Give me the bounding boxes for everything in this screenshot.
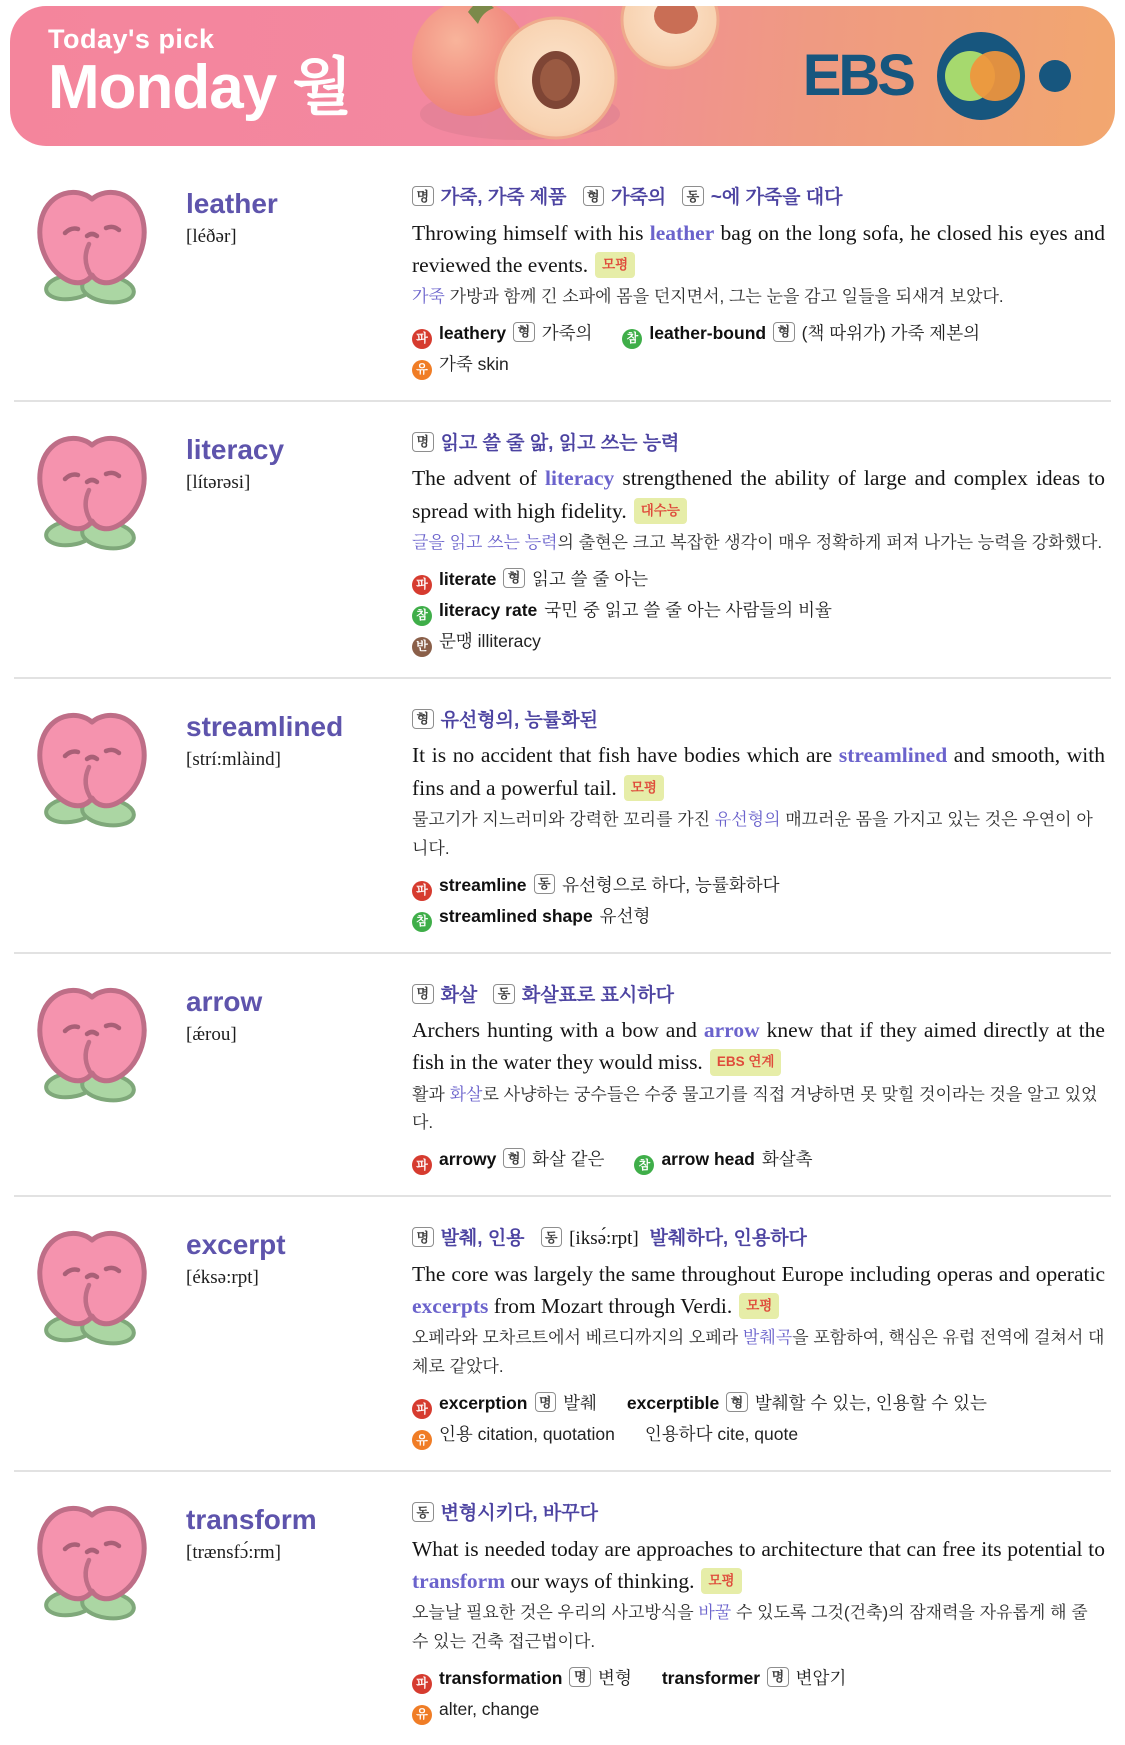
pos-tag: 동 (493, 984, 515, 1004)
entry-content (412, 1498, 1105, 1725)
related-meaning: 가죽 skin (439, 353, 509, 374)
definition-text: 가죽, 가죽 제품 (440, 187, 567, 208)
pos-tag: 동 (682, 186, 704, 206)
category-badge-파: 파 (412, 575, 432, 595)
highlighted-korean: 바꿀 (698, 1603, 732, 1623)
related-meaning: 변형 (598, 1667, 632, 1688)
example-text: Archers hunting with a bow and (412, 1018, 704, 1043)
korean-translation (412, 806, 1105, 864)
pos-tag: 명 (412, 984, 434, 1004)
pos-tag: 명 (535, 1392, 557, 1412)
entry-content (412, 980, 1105, 1176)
related-meaning: 발췌할 수 있는, 인용할 수 있는 (754, 1393, 987, 1414)
entry-content (412, 428, 1105, 657)
peach-illustration (360, 6, 740, 146)
related-word-group (412, 1663, 632, 1694)
highlighted-korean: 가죽 (412, 287, 445, 306)
page-title: Monday 월 (48, 53, 352, 122)
related-meaning: 읽고 쓸 줄 아는 (531, 568, 648, 589)
related-word: literacy rate (439, 599, 538, 620)
header-banner (10, 6, 1115, 146)
example-text: The advent of (412, 466, 546, 491)
example-text: Throwing himself with his (412, 220, 650, 245)
korean-text: 을 포함하여, 핵심은 유럽 전역에 걸쳐서 대체로 같았다. (412, 1328, 1105, 1377)
related-word: streamlined shape (439, 905, 593, 926)
category-badge-파: 파 (412, 1155, 432, 1175)
pos-tag: 형 (503, 1148, 525, 1168)
related-meaning: 인용 citation, quotation (439, 1424, 615, 1445)
peach-mascot-icon (20, 1498, 186, 1725)
related-meaning: 문맹 illiteracy (439, 630, 541, 651)
definitions-line (412, 1225, 1105, 1254)
vocab-entry (14, 156, 1111, 400)
category-badge-참: 참 (622, 329, 642, 349)
related-word: leathery (439, 322, 507, 343)
related-word-row (412, 1388, 1105, 1419)
example-sentence (412, 739, 1105, 804)
ebs-logo-text: EBS (802, 43, 913, 108)
peach-mascot-icon (20, 182, 186, 380)
category-badge-파: 파 (412, 1674, 432, 1694)
highlighted-korean: 글을 읽고 쓰는 능력 (412, 532, 558, 552)
vocab-entry (14, 677, 1111, 952)
korean-translation (412, 1081, 1105, 1139)
inline-pronunciation: [iksə́:rpt] (569, 1228, 644, 1250)
headword: leather (186, 188, 278, 219)
definition-text: 화살 (440, 984, 478, 1006)
highlighted-korean: 화살 (449, 1084, 483, 1104)
pos-tag: 형 (773, 322, 795, 342)
example-sentence (412, 462, 1105, 527)
related-word-row (412, 870, 1105, 901)
header-eyebrow: Today's pick (48, 24, 215, 54)
category-badge-유: 유 (412, 360, 432, 380)
definition-text: 화살표로 표시하다 (521, 984, 674, 1006)
related-meaning: 가죽의 (541, 322, 593, 343)
example-text: our ways of thinking. (505, 1568, 695, 1593)
related-meaning: 국민 중 읽고 쓸 줄 아는 사람들의 비율 (544, 599, 832, 620)
related-word: streamline (439, 874, 527, 895)
korean-translation (412, 529, 1105, 558)
definition-text: 변형시키다, 바꾸다 (440, 1503, 598, 1525)
highlighted-word: transform (412, 1568, 506, 1593)
pos-tag: 형 (726, 1392, 748, 1412)
vocab-entry (14, 1195, 1111, 1470)
korean-text: 로 사냥하는 궁수들은 수중 물고기를 직접 겨냥하면 못 맞힐 것이라는 것을 알고 있었다. (412, 1084, 1098, 1133)
definitions-line (412, 430, 1105, 459)
related-meaning: 변압기 (795, 1667, 847, 1688)
related-word-group (412, 626, 541, 657)
related-word-row (412, 901, 1105, 932)
entry-content (412, 1223, 1105, 1450)
pronunciation: [lítərəsi] (186, 471, 251, 493)
related-word-row (412, 564, 1105, 595)
source-badge: 모평 (624, 775, 664, 801)
korean-text: 물고기가 지느러미와 강력한 꼬리를 가진 (412, 809, 715, 829)
definition-text: ~에 가죽을 대다 (710, 187, 843, 208)
definitions-line (412, 1500, 1105, 1529)
example-text: bag on the long sofa, he closed his eyes and reviewed the events. (412, 220, 1105, 277)
related-word-row (412, 318, 1105, 349)
example-sentence (412, 1258, 1105, 1323)
pos-tag: 명 (767, 1667, 789, 1687)
definitions-line (412, 982, 1105, 1011)
related-words (412, 1388, 1105, 1450)
word-column (186, 428, 412, 657)
pronunciation: [trænsfɔ́:rm] (186, 1542, 281, 1564)
category-badge-파: 파 (412, 881, 432, 901)
definition-text: 발췌하다, 인용하다 (649, 1228, 807, 1250)
highlighted-word: excerpts (412, 1294, 489, 1319)
pos-tag: 동 (534, 874, 556, 894)
pos-tag: 명 (569, 1667, 591, 1687)
example-text: from Mozart through Verdi. (488, 1294, 733, 1319)
category-badge-파: 파 (412, 329, 432, 349)
source-badge: 모평 (739, 1293, 779, 1319)
ebs-logo (803, 28, 1079, 124)
word-column (186, 1223, 412, 1450)
related-meaning: 화살촉 (761, 1149, 813, 1170)
example-text: The core was largely the same throughout Europe including operas and operatic (412, 1261, 1105, 1286)
related-meaning: 유선형으로 하다, 능률화하다 (562, 874, 780, 895)
pronunciation: [strí:mlàind] (186, 748, 281, 770)
headword: streamlined (186, 710, 344, 742)
korean-translation (412, 283, 1105, 312)
related-word: transformation (439, 1667, 563, 1688)
related-word-group (412, 901, 650, 932)
korean-text: 가방과 함께 긴 소파에 몸을 던지면서, 그는 눈을 감고 일들을 되새겨 보았다. (444, 287, 1004, 306)
source-badge: 모평 (701, 1568, 741, 1594)
related-word-row (412, 1144, 1105, 1175)
entry-content (412, 182, 1105, 380)
highlighted-word: arrow (703, 1018, 760, 1043)
definition-text: 발췌, 인용 (440, 1228, 525, 1250)
related-word-group (412, 1144, 604, 1175)
definition-text: 유선형의, 능률화된 (440, 709, 598, 731)
category-badge-파: 파 (412, 1399, 432, 1419)
example-text: strengthened the ability of large and complex ideas to spread with high fidelity. (412, 466, 1105, 523)
related-word-row (412, 1419, 1105, 1450)
pronunciation: [léðər] (186, 226, 237, 247)
related-word-group (412, 1388, 597, 1419)
word-column (186, 705, 412, 932)
related-words (412, 564, 1105, 657)
related-word-row (412, 1694, 1105, 1725)
pos-tag: 명 (412, 186, 434, 206)
highlighted-word: literacy (545, 466, 615, 491)
related-word-group (412, 318, 592, 349)
vocab-list (0, 146, 1125, 1745)
highlighted-korean: 유선형의 (714, 809, 781, 829)
korean-text: 오페라와 모차르트에서 베르디까지의 오페라 (412, 1328, 743, 1348)
related-words (412, 318, 1105, 380)
category-badge-유: 유 (412, 1705, 432, 1725)
category-badge-참: 참 (634, 1155, 654, 1175)
related-word: arrowy (439, 1149, 497, 1170)
related-meaning: (책 따위가) 가죽 제본의 (801, 322, 981, 343)
definition-text: 가죽의 (611, 187, 667, 208)
related-word-row (412, 1663, 1105, 1694)
korean-text: 수 있도록 그것(건축)의 잠재력을 자유롭게 해 줄 수 있는 건축 접근법이다. (412, 1603, 1088, 1652)
related-meaning: alter, change (439, 1698, 540, 1719)
related-word: arrow head (661, 1149, 755, 1170)
example-text: knew that if they aimed directly at the fish in the water they would miss. (412, 1018, 1105, 1075)
korean-text: 매끄러운 몸을 가지고 있는 것은 우연이 아니다. (412, 809, 1093, 858)
pos-tag: 동 (541, 1227, 563, 1247)
example-sentence (412, 1533, 1105, 1598)
example-text: It is no accident that fish have bodies which are (412, 743, 839, 768)
category-badge-참: 참 (412, 912, 432, 932)
vocab-entry (14, 400, 1111, 677)
korean-text: 활과 (412, 1084, 450, 1104)
pos-tag: 명 (412, 432, 434, 452)
korean-translation (412, 1599, 1105, 1657)
category-badge-참: 참 (412, 606, 432, 626)
related-word-group (645, 1419, 798, 1450)
headword: literacy (186, 433, 285, 465)
pronunciation: [ǽrou] (186, 1023, 237, 1045)
related-word-row (412, 626, 1105, 657)
related-word: leather-bound (649, 322, 767, 343)
vocab-entry (14, 952, 1111, 1196)
peach-mascot-icon (20, 705, 186, 932)
vocab-entry (14, 1470, 1111, 1745)
headword: excerpt (186, 1229, 286, 1261)
highlighted-word: leather (649, 220, 715, 245)
related-word-group (412, 349, 509, 380)
related-word-group (634, 1144, 812, 1175)
category-badge-유: 유 (412, 1430, 432, 1450)
source-badge: 대수능 (634, 498, 687, 524)
related-meaning: 발췌 (563, 1393, 597, 1414)
related-word-group (412, 564, 648, 595)
ebs-logo-mark (929, 28, 1079, 124)
related-word-group (662, 1663, 847, 1694)
related-word-group (412, 870, 780, 901)
related-word-group (627, 1388, 987, 1419)
category-badge-반: 반 (412, 637, 432, 657)
entry-content (412, 705, 1105, 932)
related-word-group (412, 1419, 615, 1450)
related-words (412, 1144, 1105, 1175)
pos-tag: 형 (583, 186, 605, 206)
example-text: and smooth, with fins and a powerful tail. (412, 743, 1105, 800)
example-text: What is needed today are approaches to architecture that can free its potential to (412, 1536, 1105, 1561)
related-word-row (412, 349, 1105, 380)
related-word-group (412, 1694, 539, 1725)
korean-text: 오늘날 필요한 것은 우리의 사고방식을 (412, 1603, 699, 1623)
definition-text: 읽고 쓸 줄 앎, 읽고 쓰는 능력 (440, 432, 680, 454)
related-word: excerption (439, 1393, 528, 1414)
related-meaning: 화살 같은 (531, 1149, 605, 1170)
source-badge: EBS 연계 (710, 1049, 782, 1075)
example-sentence (412, 1014, 1105, 1079)
example-sentence (412, 217, 1105, 282)
pos-tag: 동 (412, 1502, 434, 1522)
pos-tag: 형 (503, 568, 525, 588)
peach-mascot-icon (20, 428, 186, 657)
related-word: literate (439, 568, 497, 589)
source-badge: 모평 (595, 252, 635, 278)
related-word-row (412, 595, 1105, 626)
word-column (186, 1498, 412, 1725)
korean-translation (412, 1324, 1105, 1382)
headword: transform (186, 1504, 317, 1536)
korean-text: 의 출현은 크고 복잡한 생각이 매우 정확하게 퍼져 나가는 능력을 강화했다. (557, 532, 1103, 552)
related-word-group (412, 595, 832, 626)
related-words (412, 1663, 1105, 1725)
highlighted-korean: 발췌곡 (742, 1328, 793, 1348)
word-column (186, 182, 412, 380)
pos-tag: 형 (513, 322, 535, 342)
related-meaning: 인용하다 cite, quote (644, 1424, 799, 1445)
related-meaning: 유선형 (599, 905, 651, 926)
definitions-line (412, 707, 1105, 736)
highlighted-word: streamlined (838, 743, 948, 768)
peach-mascot-icon (20, 980, 186, 1176)
definitions-line (412, 184, 1105, 213)
pronunciation: [éksə:rpt] (186, 1267, 259, 1289)
pos-tag: 형 (412, 709, 434, 729)
word-column (186, 980, 412, 1176)
pos-tag: 명 (412, 1227, 434, 1247)
peach-mascot-icon (20, 1223, 186, 1450)
related-words (412, 870, 1105, 932)
related-word: excerptible (626, 1393, 720, 1414)
related-word-group (622, 318, 980, 349)
headword: arrow (186, 985, 263, 1017)
related-word: transformer (661, 1667, 761, 1688)
